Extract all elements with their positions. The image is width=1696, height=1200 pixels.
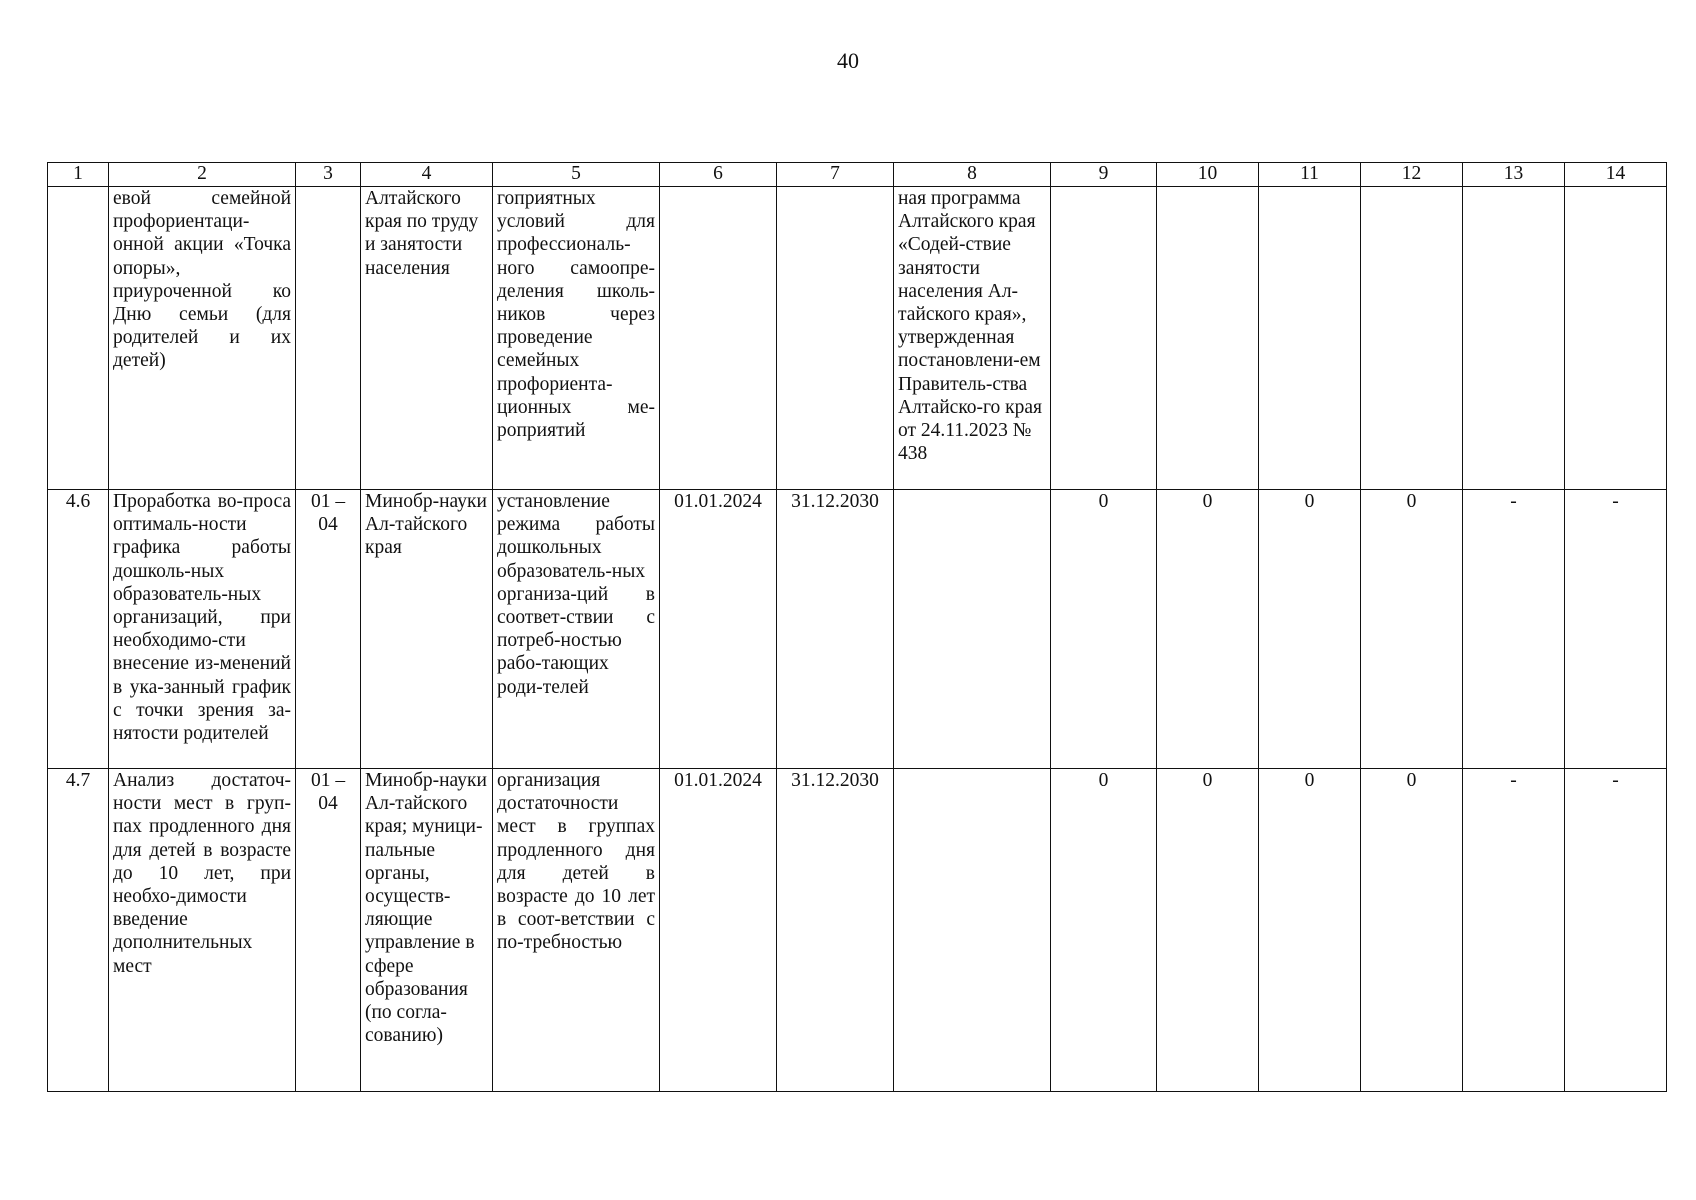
column-header: 8 — [894, 163, 1051, 187]
value-col-12 — [1361, 187, 1463, 490]
task-code: 01 – 04 — [296, 769, 361, 1092]
item-number — [48, 187, 109, 490]
measure-name: евой семейной профориентаци-онной акции «Точка опоры», приуроченной ко Дню семьи (для родителей и их детей) — [109, 187, 296, 490]
table-row — [48, 187, 1667, 490]
start-date: 01.01.2024 — [660, 490, 777, 769]
value-col-14: - — [1565, 490, 1667, 769]
responsible-executor: Минобр-науки Ал-тайского края; муници-пальные органы, осуществ-ляющие управление в сфере образования (по согла-сованию) — [361, 769, 493, 1092]
column-header: 6 — [660, 163, 777, 187]
task-code: 01 – 04 — [296, 490, 361, 769]
measures-table — [47, 162, 1667, 1092]
expected-result: гоприятных условий для профессиональ-ного самоопре-деления школь-ников через проведение семейных профориента-ционных ме-роприятий — [493, 187, 660, 490]
value-col-11: 0 — [1259, 490, 1361, 769]
column-header: 1 — [48, 163, 109, 187]
value-col-10: 0 — [1157, 490, 1259, 769]
value-col-11: 0 — [1259, 769, 1361, 1092]
funding-source — [894, 769, 1051, 1092]
item-number: 4.7 — [48, 769, 109, 1092]
value-col-13 — [1463, 187, 1565, 490]
column-header: 14 — [1565, 163, 1667, 187]
expected-result: установление режима работы дошкольных образователь-ных организа-ций в соответ-ствии с потреб-ностью рабо-тающих роди-телей — [493, 490, 660, 769]
column-header: 12 — [1361, 163, 1463, 187]
value-col-13: - — [1463, 769, 1565, 1092]
funding-source — [894, 490, 1051, 769]
value-col-12: 0 — [1361, 769, 1463, 1092]
column-header: 10 — [1157, 163, 1259, 187]
column-header: 4 — [361, 163, 493, 187]
end-date — [777, 187, 894, 490]
table-header-row — [48, 163, 1667, 187]
column-header: 3 — [296, 163, 361, 187]
value-col-10 — [1157, 187, 1259, 490]
start-date: 01.01.2024 — [660, 769, 777, 1092]
table-row — [48, 769, 1667, 1092]
value-col-11 — [1259, 187, 1361, 490]
value-col-10: 0 — [1157, 769, 1259, 1092]
measure-name: Анализ достаточ-ности мест в груп-пах продленного дня для детей в возрасте до 10 лет, при необхо-димости введение дополнительных мест — [109, 769, 296, 1092]
responsible-executor: Алтайского края по труду и занятости населения — [361, 187, 493, 490]
column-header: 9 — [1051, 163, 1157, 187]
table-row — [48, 490, 1667, 769]
task-code — [296, 187, 361, 490]
column-header: 7 — [777, 163, 894, 187]
responsible-executor: Минобр-науки Ал-тайского края — [361, 490, 493, 769]
end-date: 31.12.2030 — [777, 769, 894, 1092]
measure-name: Проработка во-проса оптималь-ности графика работы дошколь-ных образователь-ных организаций, при необходимо-сти внесение из-менений в ука-занный график с точки зрения за-нятости родителей — [109, 490, 296, 769]
value-col-14: - — [1565, 769, 1667, 1092]
value-col-14 — [1565, 187, 1667, 490]
start-date — [660, 187, 777, 490]
funding-source: ная программа Алтайского края «Содей-ствие занятости населения Ал-тайского края», утвержденная постановлени-ем Правитель-ства Алтайско-го края от 24.11.2023 № 438 — [894, 187, 1051, 490]
expected-result: организация достаточности мест в группах продленного дня для детей в возрасте до 10 лет в соот-ветствии с по-требностью — [493, 769, 660, 1092]
column-header: 2 — [109, 163, 296, 187]
column-header: 13 — [1463, 163, 1565, 187]
value-col-9: 0 — [1051, 490, 1157, 769]
column-header: 11 — [1259, 163, 1361, 187]
value-col-9: 0 — [1051, 769, 1157, 1092]
page-number: 40 — [837, 48, 859, 73]
column-header: 5 — [493, 163, 660, 187]
value-col-9 — [1051, 187, 1157, 490]
end-date: 31.12.2030 — [777, 490, 894, 769]
value-col-13: - — [1463, 490, 1565, 769]
item-number: 4.6 — [48, 490, 109, 769]
value-col-12: 0 — [1361, 490, 1463, 769]
